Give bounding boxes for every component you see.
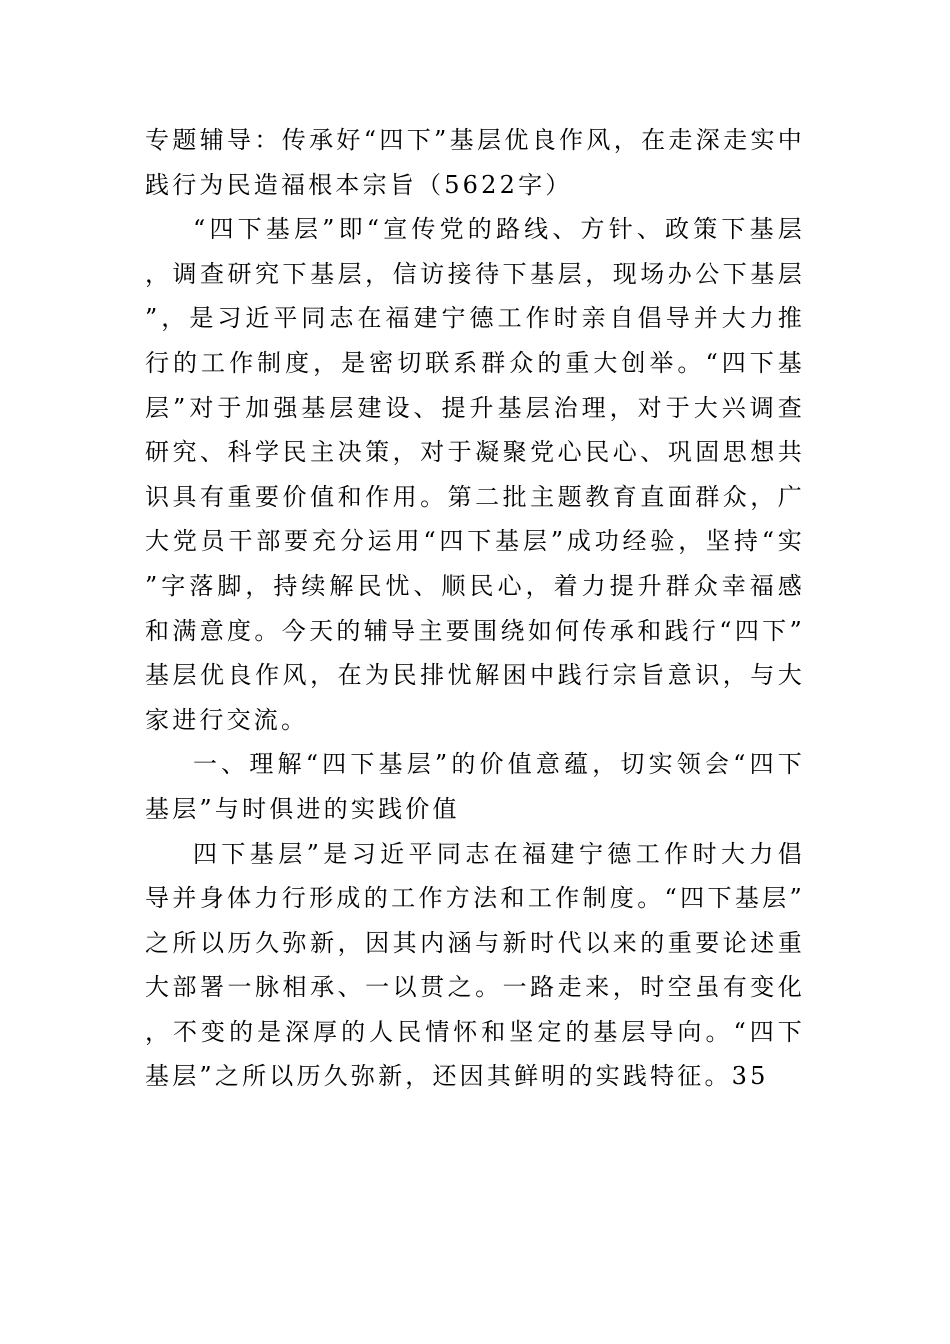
document-title: 专题辅导：传承好“四下”基层优良作风，在走深走实中践行为民造福根本宗旨（5622字） xyxy=(145,126,805,199)
section-heading: 一、理解“四下基层”的价值意蕴，切实领会“四下基层”与时俱进的实践价值 xyxy=(145,750,805,823)
document-body xyxy=(145,118,805,1099)
section-paragraph: 四下基层”是习近平同志在福建宁德工作时大力倡导并身体力行形成的工作方法和工作制度。“四下基层”之所以历久弥新，因其内涵与新时代以来的重要论述重大部署一脉相承、一以贯之。一路走来，时空虽有变化，不变的是深厚的人民情怀和坚定的基层导向。“四下基层”之所以历久弥新，还因其鲜明的实践特征。35 xyxy=(145,839,805,1091)
intro-paragraph: “四下基层”即“宣传党的路线、方针、政策下基层，调查研究下基层，信访接待下基层，现场办公下基层”，是习近平同志在福建宁德工作时亲自倡导并大力推行的工作制度，是密切联系群众的重大创举。“四下基层”对于加强基层建设、提升基层治理，对于大兴调查研究、科学民主决策，对于凝聚党心民心、巩固思想共识具有重要价值和作用。第二批主题教育直面群众，广大党员干部要充分运用“四下基层”成功经验，坚持“实”字落脚，持续解民忧、顺民心，着力提升群众幸福感和满意度。今天的辅导主要围绕如何传承和践行“四下”基层优良作风，在为民排忧解困中践行宗旨意识，与大家进行交流。 xyxy=(145,215,805,734)
